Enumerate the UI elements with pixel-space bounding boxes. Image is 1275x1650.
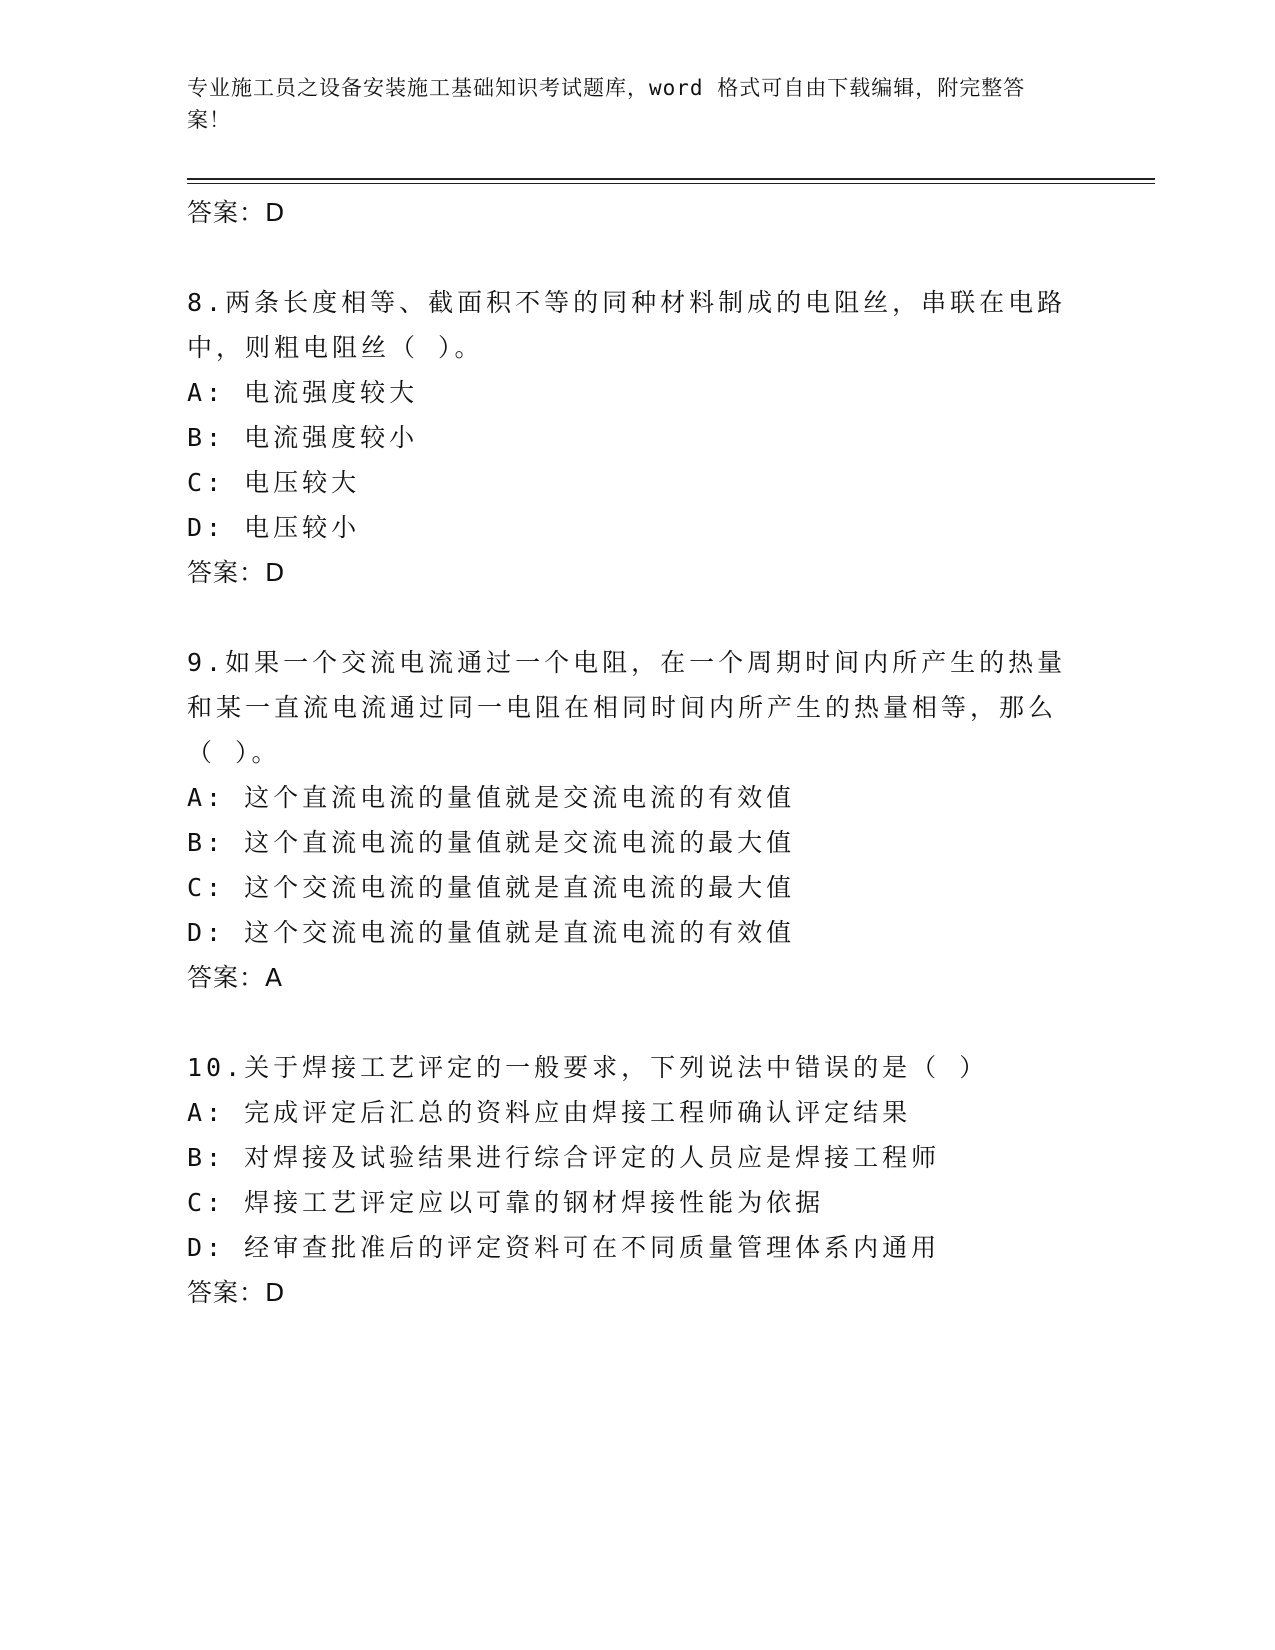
document-body (187, 190, 1067, 1316)
document-header: 专业施工员之设备安装施工基础知识考试题库，word 格式可自由下载编辑，附完整答案！ (187, 76, 1026, 132)
answer: 答案：A (187, 963, 284, 992)
option-a: A: 这个直流电流的量值就是交流电流的有效值 (187, 783, 796, 812)
option-c: C: 这个交流电流的量值就是直流电流的最大值 (187, 873, 796, 902)
option-d: D: 经审查批准后的评定资料可在不同质量管理体系内通用 (187, 1233, 941, 1262)
option-b: B: 电流强度较小 (187, 423, 419, 452)
answer: 答案：D (187, 1278, 286, 1307)
question-10 (187, 1045, 1067, 1316)
question-text: 10.关于焊接工艺评定的一般要求，下列说法中错误的是（ ） (187, 1053, 989, 1082)
question-9 (187, 640, 1067, 1001)
option-c: C: 焊接工艺评定应以可靠的钢材焊接性能为依据 (187, 1188, 825, 1217)
option-b: B: 这个直流电流的量值就是交流电流的最大值 (187, 828, 796, 857)
option-d: D: 这个交流电流的量值就是直流电流的有效值 (187, 918, 796, 947)
option-b: B: 对焊接及试验结果进行综合评定的人员应是焊接工程师 (187, 1143, 941, 1172)
question-text: 9.如果一个交流电流通过一个电阻，在一个周期时间内所产生的热量和某一直流电流通过同一电阻在相同时间内所产生的热量相等，那么（ ）。 (187, 648, 1067, 767)
header-rule-thin (187, 183, 1155, 184)
option-c: C: 电压较大 (187, 468, 361, 497)
answer: 答案：D (187, 558, 286, 587)
header-rule-thick (187, 178, 1155, 180)
option-a: A: 电流强度较大 (187, 378, 419, 407)
option-d: D: 电压较小 (187, 513, 361, 542)
question-text: 8.两条长度相等、截面积不等的同种材料制成的电阻丝，串联在电路中，则粗电阻丝（ ）。 (187, 288, 1067, 362)
question-8 (187, 280, 1067, 596)
option-a: A: 完成评定后汇总的资料应由焊接工程师确认评定结果 (187, 1098, 912, 1127)
previous-answer: 答案：D (187, 198, 286, 227)
